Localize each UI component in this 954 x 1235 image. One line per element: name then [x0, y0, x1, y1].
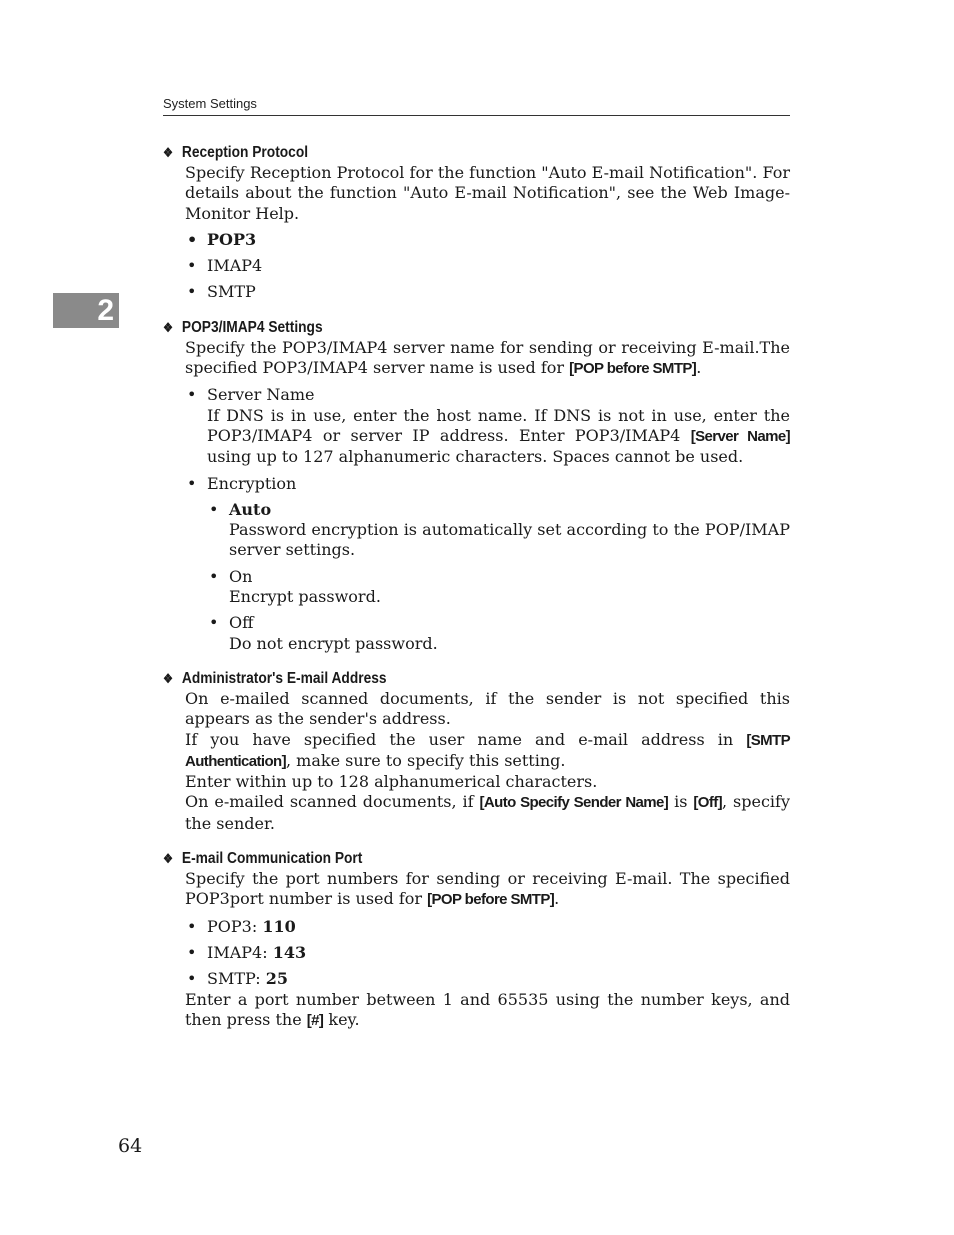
section-reception-protocol	[163, 142, 790, 303]
section-title: E-mail Communication Port	[181, 850, 363, 868]
paragraph: If you have specified the user name and e-mail address in [SMTP Authentication], make sure to specify this setting.	[185, 729, 790, 770]
port-list	[185, 917, 790, 990]
section-admin-email	[163, 668, 790, 834]
section-pop3-imap4-settings	[163, 317, 790, 654]
chapter-tab: 2	[53, 293, 119, 328]
paragraph: Specify the port numbers for sending or receiving E-mail. The specified POP3port number is used for [POP before SMTP].	[185, 869, 790, 909]
paragraph: Specify the POP3/IMAP4 server name for sending or receiving E-mail.The specified POP3/IMAP4 server name is used for [POP before SMTP].	[185, 337, 790, 378]
port-value: 110	[262, 916, 296, 936]
running-header: System Settings	[163, 96, 790, 116]
list-item: • IMAP4: 143	[185, 943, 790, 963]
item-label: • Encryption	[207, 473, 297, 493]
option-description: Encrypt password.	[229, 587, 381, 607]
paragraph: Specify Reception Protocol for the function "Auto E-mail Notification". For details about the function "Auto E-mail Notification", see the Web Image-Monitor Help.	[185, 163, 790, 223]
diamond-bullet-icon: ❖	[163, 851, 174, 867]
settings-list	[185, 385, 790, 654]
section-title: Administrator's E-mail Address	[181, 669, 387, 687]
diamond-bullet-icon: ❖	[163, 670, 174, 686]
port-value: 25	[265, 969, 288, 989]
key-label: [#]	[306, 1011, 324, 1029]
section-heading	[163, 668, 702, 689]
item-label: • Server Name	[207, 385, 315, 405]
list-item: • IMAP4	[185, 256, 790, 276]
page-number: 64	[118, 1135, 143, 1157]
list-item: • SMTP: 25	[185, 969, 790, 989]
key-label: [Off]	[693, 794, 723, 812]
key-label: [POP before SMTP]	[569, 360, 697, 378]
list-item-encryption	[185, 474, 790, 654]
option-description: Password encryption is automatically set according to the POP/IMAP server settings.	[229, 520, 790, 560]
encryption-options	[207, 500, 790, 654]
option-off	[207, 613, 790, 654]
option-label: • Off	[229, 613, 254, 633]
option-description: Do not encrypt password.	[229, 633, 438, 653]
option-label: • On	[229, 566, 253, 586]
key-label: [Server Name]	[690, 427, 790, 445]
section-heading	[163, 142, 702, 163]
paragraph: Enter a port number between 1 and 65535 using the number keys, and then press the [#] key.	[185, 989, 790, 1029]
list-item: • SMTP	[185, 282, 790, 302]
option-auto	[207, 500, 790, 561]
list-item: • POP3: 110	[185, 917, 790, 937]
protocol-list	[185, 230, 790, 303]
diamond-bullet-icon: ❖	[163, 145, 174, 160]
paragraph: On e-mailed scanned documents, if the sender is not specified this appears as the sender's address.	[185, 688, 790, 729]
key-label: [Auto Specify Sender Name]	[479, 794, 669, 812]
key-label: [POP before SMTP]	[427, 891, 555, 909]
list-item: • POP3	[185, 230, 790, 250]
section-heading	[163, 317, 702, 338]
paragraph: Enter within up to 128 alphanumerical characters.	[185, 772, 598, 792]
section-title: POP3/IMAP4 Settings	[181, 318, 323, 336]
option-on	[207, 567, 790, 608]
page-content	[163, 142, 790, 1045]
option-label: • Auto	[229, 499, 272, 519]
key-label: [SMTP Authentication]	[185, 731, 790, 770]
section-heading	[163, 848, 702, 869]
section-title: Reception Protocol	[181, 144, 309, 161]
diamond-bullet-icon: ❖	[163, 319, 174, 335]
port-value: 143	[272, 942, 307, 962]
item-description: If DNS is in use, enter the host name. If DNS is not in use, enter the POP3/IMAP4 or server IP address. Enter POP3/IMAP4 [Server Name] using up to 127 alphanumeric characters. Spaces cannot be used.	[207, 405, 790, 467]
section-email-port	[163, 848, 790, 1031]
list-item-server-name	[185, 385, 790, 467]
paragraph: On e-mailed scanned documents, if [Auto Specify Sender Name] is [Off], specify the sender.	[185, 792, 791, 833]
